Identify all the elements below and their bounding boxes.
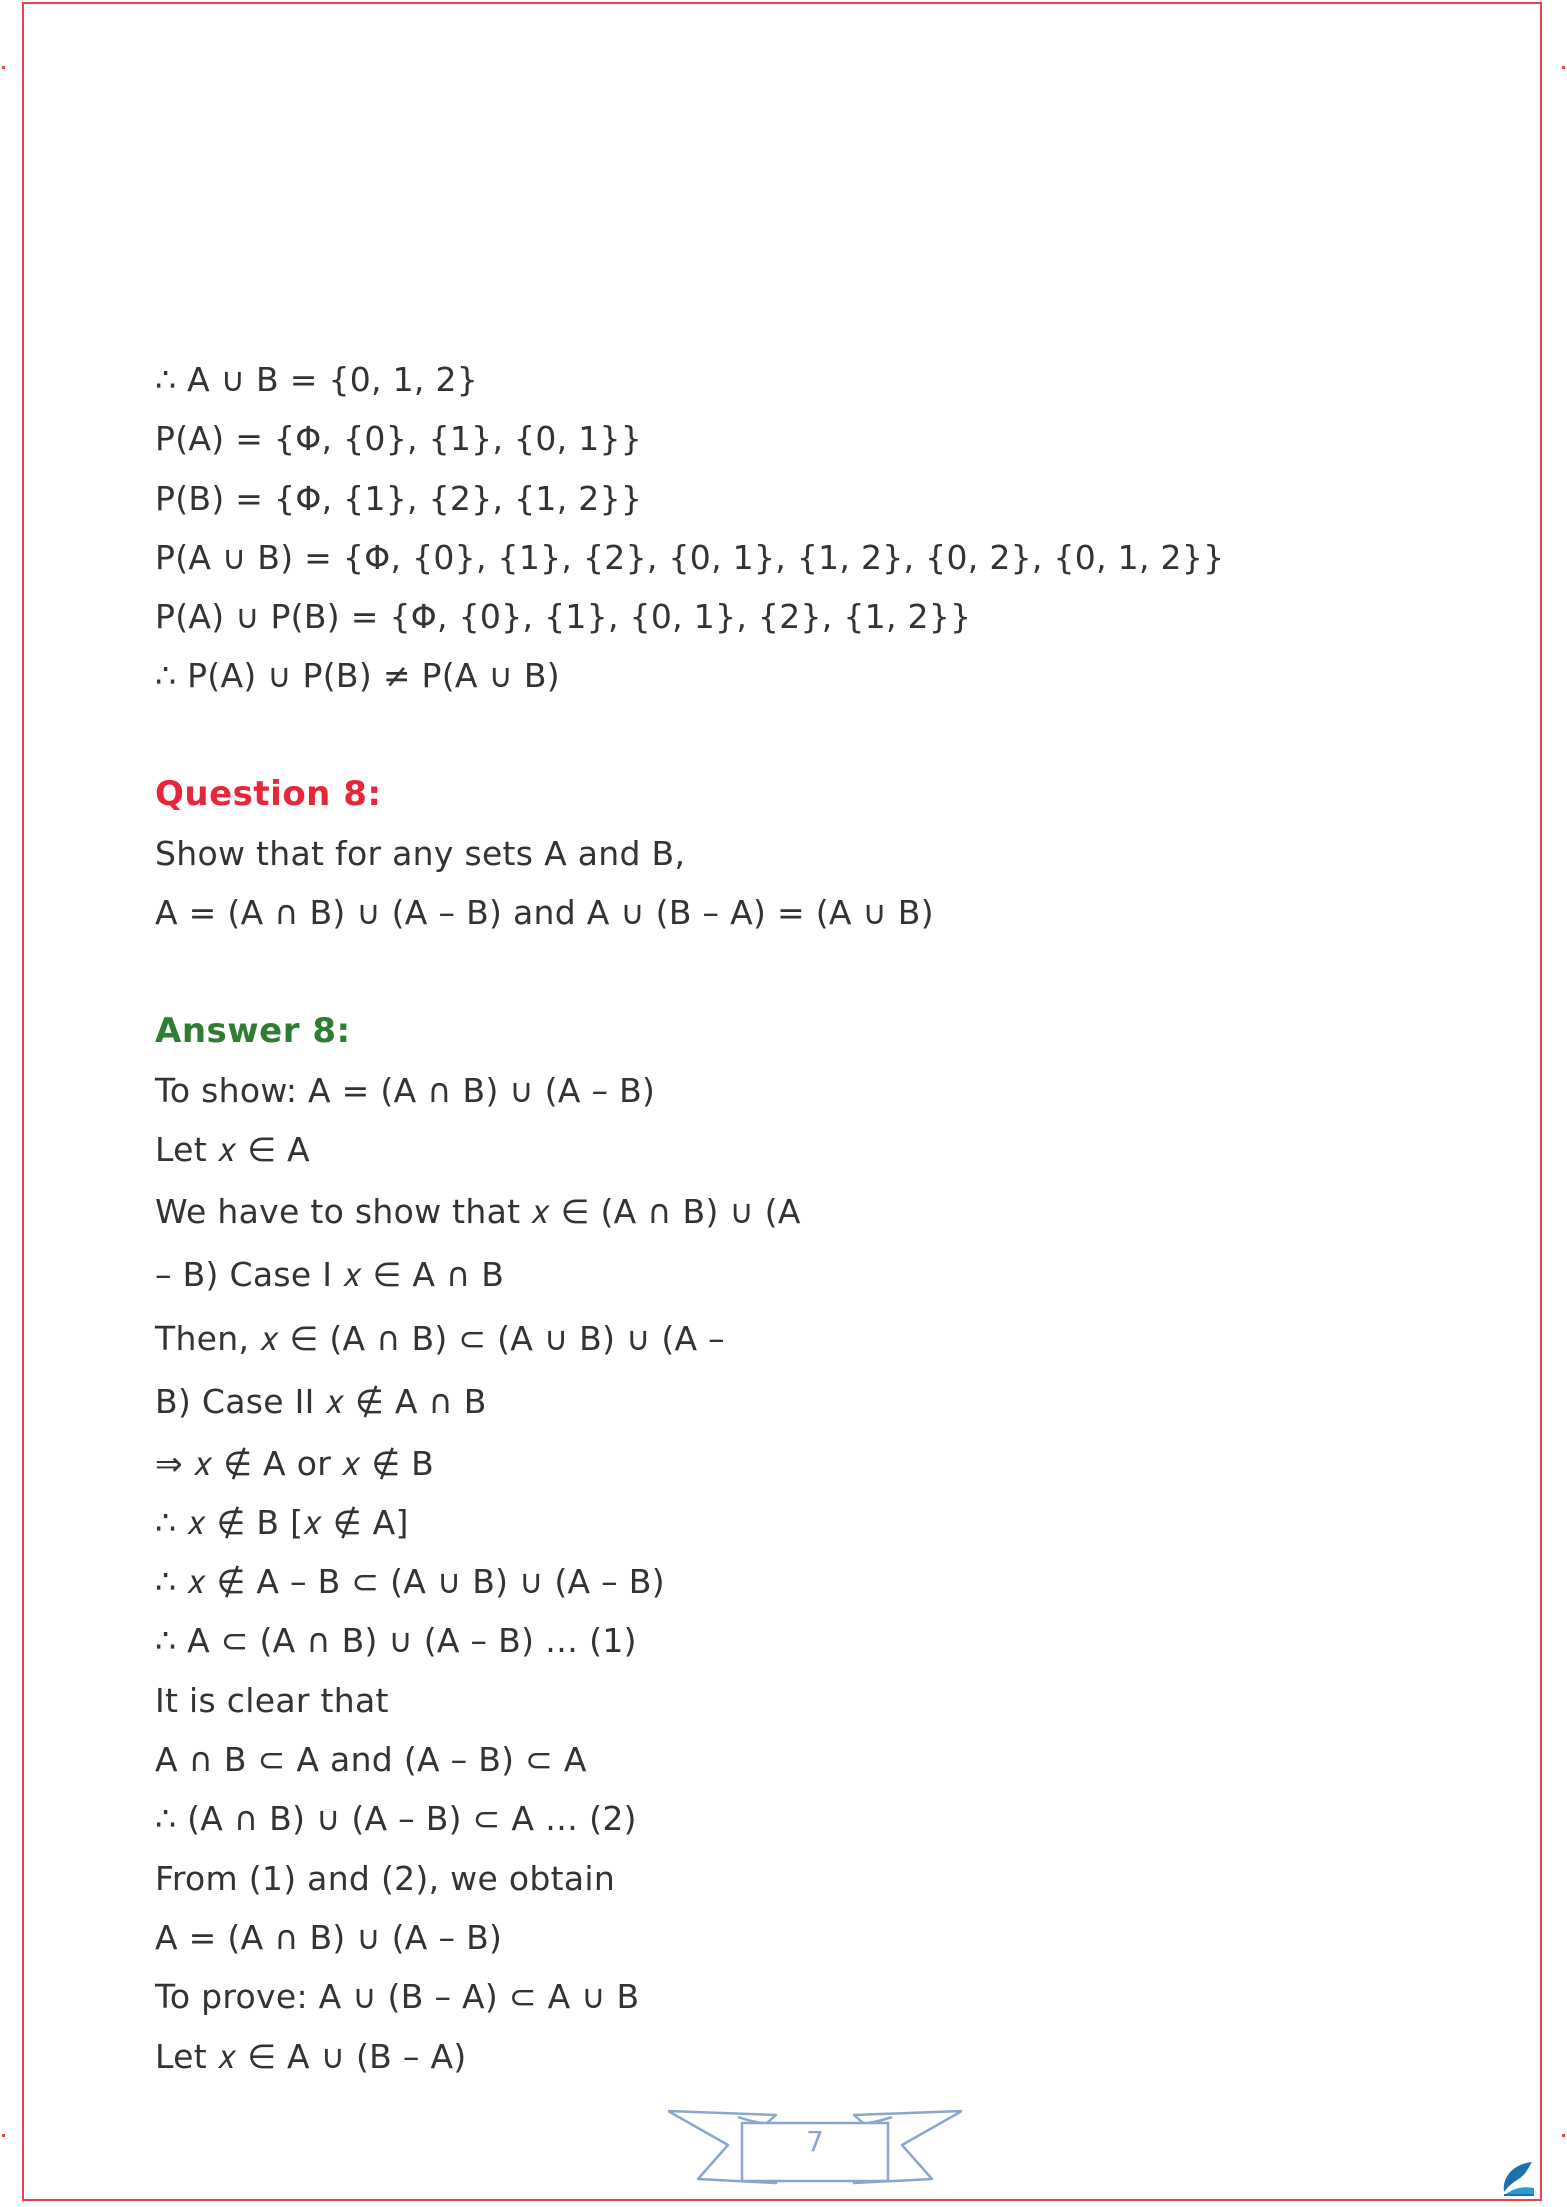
answer-line: A ∩ B ⊂ A and (A – B) ⊂ A — [155, 1740, 587, 1780]
answer-line: ⇒ 𝑥 ∉ A or 𝑥 ∉ B — [155, 1443, 435, 1483]
page-number: 7 — [806, 2125, 824, 2158]
question-heading: Question 8: — [155, 773, 382, 814]
solution-line: ∴ A ∪ B = {0, 1, 2} — [155, 360, 479, 399]
answer-line: To show: A = (A ∩ B) ∪ (A – B) — [155, 1070, 656, 1110]
page-number-ribbon — [668, 2105, 962, 2189]
answer-line: From (1) and (2), we obtain — [155, 1858, 616, 1898]
answer-line: To prove: A ∪ (B – A) ⊂ A ∪ B — [155, 1977, 640, 2017]
solution-line: P(A ∪ B) = {Φ, {0}, {1}, {2}, {0, 1}, {1, 2}, {0, 2}, {0, 1, 2}} — [155, 537, 1225, 577]
solution-line: P(A) = {Φ, {0}, {1}, {0, 1}} — [155, 419, 643, 459]
answer-line: Then, 𝑥 ∈ (A ∩ B) ⊂ (A ∪ B) ∪ (A – — [155, 1318, 725, 1358]
answer-line: Let 𝑥 ∈ A — [155, 1130, 310, 1170]
answer-line: ∴ 𝑥 ∉ A – B ⊂ (A ∪ B) ∪ (A – B) — [155, 1562, 665, 1602]
edge-mark-top-left — [2, 66, 5, 69]
answer-block — [155, 1002, 1455, 2086]
previous-solution — [155, 350, 1455, 706]
solution-line: P(A) ∪ P(B) = {Φ, {0}, {1}, {0, 1}, {2}, {1, 2}} — [155, 597, 972, 637]
answer-line: – B) Case I 𝑥 ∈ A ∩ B — [155, 1255, 505, 1295]
answer-line: ∴ (A ∩ B) ∪ (A – B) ⊂ A … (2) — [155, 1799, 637, 1839]
answer-line: We have to show that 𝑥 ∈ (A ∩ B) ∪ (A — [155, 1191, 801, 1231]
answer-line: ∴ A ⊂ (A ∩ B) ∪ (A – B) … (1) — [155, 1621, 637, 1661]
question-line: A = (A ∩ B) ∪ (A – B) and A ∪ (B – A) = (A ∪ B) — [155, 893, 934, 933]
answer-line: ∴ 𝑥 ∉ B [𝑥 ∉ A] — [155, 1502, 409, 1542]
edge-mark-top-right — [1562, 66, 1565, 69]
answer-line: Let 𝑥 ∈ A ∪ (B – A) — [155, 2036, 467, 2076]
answer-line: It is clear that — [155, 1680, 389, 1720]
spacer — [155, 943, 1455, 1002]
question-block — [155, 765, 1455, 943]
solution-line: P(B) = {Φ, {1}, {2}, {1, 2}} — [155, 478, 643, 518]
solution-line: ∴ P(A) ∪ P(B) ≠ P(A ∪ B) — [155, 656, 560, 696]
answer-line: A = (A ∩ B) ∪ (A – B) — [155, 1917, 503, 1957]
edge-mark-bottom-left — [2, 2134, 5, 2137]
edudel-logo-icon — [1498, 2158, 1538, 2198]
question-line: Show that for any sets A and B, — [155, 834, 686, 874]
edge-mark-bottom-right — [1562, 2134, 1565, 2137]
answer-heading: Answer 8: — [155, 1010, 351, 1051]
answer-line: B) Case II 𝑥 ∉ A ∩ B — [155, 1382, 487, 1422]
page-content — [155, 350, 1455, 2086]
spacer — [155, 706, 1455, 765]
